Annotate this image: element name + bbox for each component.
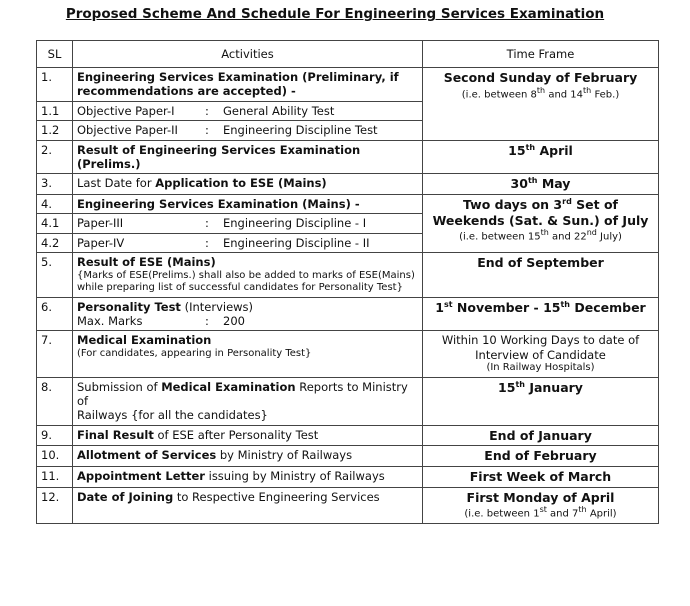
table-header-row	[37, 41, 659, 68]
activity-note: while preparing list of successful candidates for Personality Test}	[77, 282, 403, 294]
paper-subject: Engineering Discipline - I	[223, 216, 367, 231]
time-sup: th	[560, 299, 571, 309]
time-note-text: (i.e. between 8	[461, 88, 537, 100]
activity-text-bold: Personality Test	[77, 299, 181, 314]
row-activity	[73, 425, 423, 446]
activity-text: issuing by Ministry of Railways	[204, 468, 385, 483]
paper-subject: Engineering Discipline - II	[223, 235, 370, 250]
activity-note: (For candidates, appearing in Personality Test}	[77, 347, 312, 359]
table-row	[37, 331, 659, 377]
table-row	[37, 425, 659, 446]
paper-colon: :	[205, 103, 209, 118]
time-text: December	[570, 299, 646, 315]
paper-name: Objective Paper-II	[77, 123, 178, 138]
time-note	[427, 505, 654, 521]
activity-text: Reports to Ministry of	[77, 379, 408, 408]
paper-colon: :	[205, 216, 209, 231]
time-note-text: (i.e. between 1	[464, 508, 540, 520]
row-activity	[73, 101, 423, 120]
time-text: January	[524, 379, 583, 395]
time-note-sup: st	[539, 505, 547, 515]
row-sl: 4.1	[37, 214, 73, 233]
row-sl: 7.	[37, 331, 73, 377]
row-activity	[73, 446, 423, 467]
activity-line: Railways {for all the candidates}	[77, 408, 268, 423]
activity-line: Engineering Services Examination (Preliminary, if	[77, 70, 399, 84]
time-note-text: April)	[586, 508, 617, 520]
time-note-text: Feb.)	[591, 88, 620, 100]
row-activity	[73, 253, 423, 297]
time-note-sup: nd	[586, 228, 597, 238]
time-line: (In Railway Hospitals)	[486, 362, 595, 374]
activity-note: {Marks of ESE(Prelims.) shall also be added to marks of ESE(Mains)	[77, 269, 415, 281]
paper-colon: :	[205, 235, 209, 250]
row-sl: 1.2	[37, 121, 73, 140]
row-time-frame	[423, 377, 659, 425]
activity-line: Medical Examination	[77, 333, 212, 348]
time-text: Set of	[571, 197, 618, 213]
row-activity	[73, 487, 423, 523]
time-note-sup: th	[583, 85, 592, 95]
row-activity	[73, 121, 423, 140]
activity-text: to Respective Engineering Services	[173, 489, 380, 504]
time-sup: th	[515, 379, 525, 389]
row-activity	[73, 174, 423, 195]
paper-name: Objective Paper-I	[77, 103, 175, 118]
time-sup: rd	[562, 197, 572, 207]
row-sl: 10.	[37, 446, 73, 467]
activity-line	[77, 380, 418, 409]
activity-text: of ESE after Personality Test	[153, 427, 319, 442]
time-line: Within 10 Working Days to date of	[441, 333, 640, 348]
row-activity	[73, 377, 423, 425]
schedule-table	[36, 40, 659, 524]
row-activity	[73, 233, 423, 252]
activity-text: Last Date for	[77, 176, 156, 191]
row-activity	[73, 331, 423, 377]
row-sl: 1.1	[37, 101, 73, 120]
row-time-frame: End of January	[423, 425, 659, 446]
max-marks-line	[77, 314, 418, 328]
max-marks-value: 200	[223, 313, 245, 328]
row-time-frame	[423, 195, 659, 253]
row-time-frame	[423, 174, 659, 195]
time-text: November - 15	[452, 299, 561, 315]
table-row	[37, 174, 659, 195]
activity-text-bold: Application to ESE (Mains)	[155, 176, 327, 191]
time-sup: st	[443, 299, 453, 309]
table-row	[37, 377, 659, 425]
activity-line: recommendations are accepted) -	[77, 84, 296, 99]
time-note	[427, 228, 654, 244]
activity-text-bold: Medical Examination	[161, 379, 296, 394]
max-marks-label: Max. Marks	[77, 313, 143, 328]
table-row	[37, 68, 659, 102]
page-title: Proposed Scheme And Schedule For Engineering Services Examination	[65, 6, 605, 22]
row-time-frame	[423, 331, 659, 377]
row-time-frame	[423, 140, 659, 174]
row-sl: 9.	[37, 425, 73, 446]
time-sup: th	[527, 176, 538, 186]
paper-name: Paper-IV	[77, 235, 125, 250]
activity-text: Submission of	[77, 379, 162, 394]
time-main: Second Sunday of February	[443, 70, 638, 85]
time-text: 30	[510, 176, 528, 192]
activity-text-bold: Appointment Letter	[77, 468, 205, 483]
row-activity	[73, 466, 423, 487]
row-activity: Result of Engineering Services Examination (Prelims.)	[73, 140, 423, 174]
row-time-frame: End of September	[423, 253, 659, 297]
table-row	[37, 466, 659, 487]
row-time-frame: First Week of March	[423, 466, 659, 487]
time-text: 15	[508, 142, 526, 158]
time-note-sup: th	[578, 505, 587, 515]
row-time-frame: End of February	[423, 446, 659, 467]
time-sup: th	[525, 142, 536, 152]
time-text: Two days on 3	[463, 197, 563, 213]
row-time-frame	[423, 297, 659, 331]
paper-colon: :	[205, 123, 209, 138]
row-activity	[73, 297, 423, 331]
time-note-text: July)	[596, 231, 622, 243]
max-marks-colon: :	[205, 313, 209, 328]
row-sl: 1.	[37, 68, 73, 102]
table-row	[37, 140, 659, 174]
row-activity: Engineering Services Examination (Mains) -	[73, 195, 423, 214]
time-note-sup: th	[540, 228, 549, 238]
row-sl: 3.	[37, 174, 73, 195]
activity-text-bold: Allotment of Services	[77, 448, 217, 463]
time-note-text: and 22	[548, 231, 587, 243]
activity-text-bold: Date of Joining	[77, 489, 174, 504]
table-row	[37, 446, 659, 467]
header-activities: Activities	[73, 41, 423, 68]
activity-text: (Interviews)	[180, 299, 254, 314]
row-sl: 12.	[37, 487, 73, 523]
row-sl: 6.	[37, 297, 73, 331]
row-sl: 8.	[37, 377, 73, 425]
time-text: 1	[435, 299, 444, 315]
time-text: May	[537, 176, 571, 192]
table-row	[37, 297, 659, 331]
table-row	[37, 195, 659, 214]
time-note-sup: th	[536, 85, 546, 95]
time-main: First Monday of April	[466, 489, 615, 505]
time-note-text: and 7	[546, 508, 579, 520]
header-sl: SL	[37, 41, 73, 68]
row-sl: 4.	[37, 195, 73, 214]
time-main: Weekends (Sat. & Sun.) of July	[432, 212, 649, 228]
activity-line	[77, 300, 418, 314]
activity-text-bold: Final Result	[77, 427, 154, 442]
time-text: 15	[498, 379, 516, 395]
time-main	[427, 197, 654, 213]
header-time-frame: Time Frame	[423, 41, 659, 68]
row-time-frame	[423, 68, 659, 141]
row-sl: 11.	[37, 466, 73, 487]
time-text: April	[535, 142, 573, 158]
row-activity	[73, 214, 423, 233]
paper-subject: Engineering Discipline Test	[223, 123, 378, 138]
table-row	[37, 487, 659, 523]
time-note-text: (i.e. between 15	[459, 231, 541, 243]
table-row	[37, 253, 659, 297]
row-sl: 2.	[37, 140, 73, 174]
activity-line: Result of ESE (Mains)	[77, 255, 216, 270]
paper-name: Paper-III	[77, 216, 124, 231]
row-sl: 4.2	[37, 233, 73, 252]
time-line: Interview of Candidate	[475, 347, 606, 362]
paper-subject: General Ability Test	[223, 103, 335, 118]
time-note	[427, 86, 654, 102]
row-time-frame	[423, 487, 659, 523]
row-sl: 5.	[37, 253, 73, 297]
time-note-text: and 14	[545, 88, 584, 100]
activity-text: by Ministry of Railways	[216, 448, 353, 463]
row-activity	[73, 68, 423, 102]
